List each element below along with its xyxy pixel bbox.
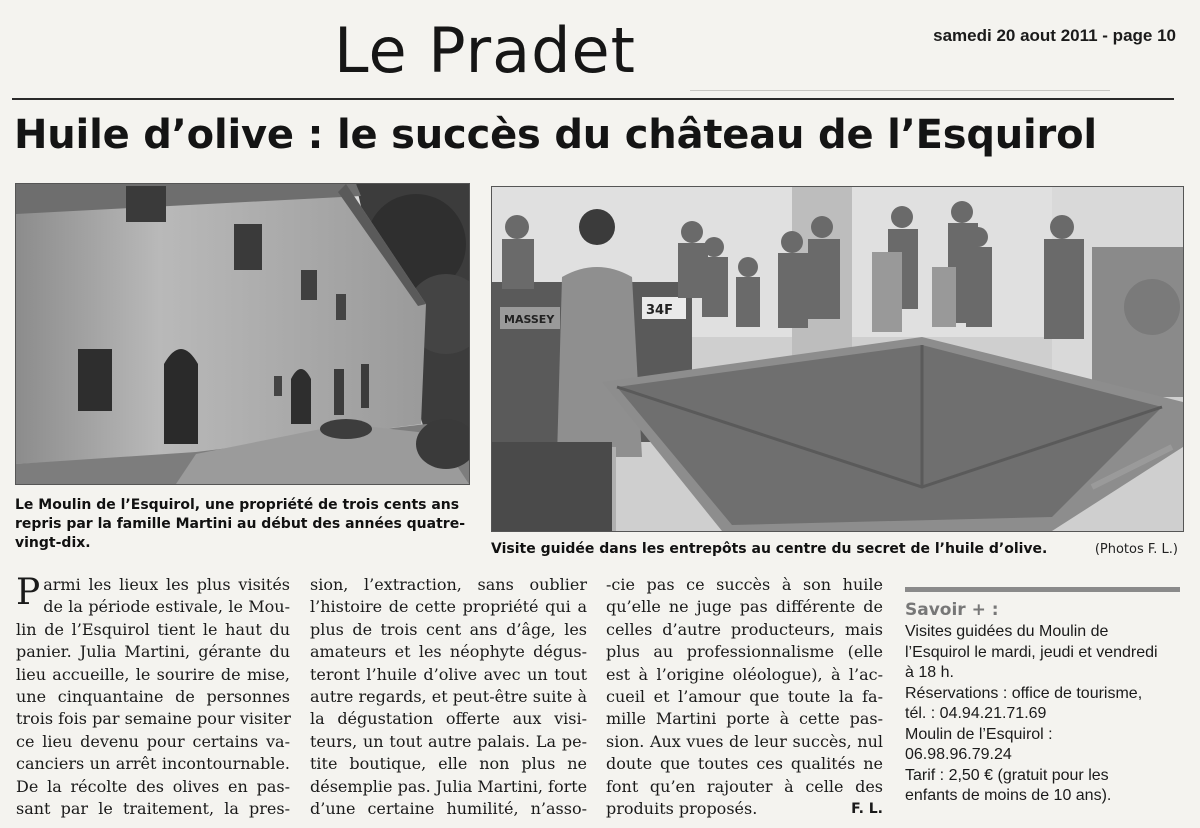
text-line: teront l’huile d’olive avec un tout	[310, 664, 587, 684]
caption-line: repris par la famille Martini au début des années quatre-	[15, 516, 466, 532]
text-line: panier. Julia Martini, gérante du	[16, 642, 290, 662]
text-line: celles d’autre producteurs, mais	[606, 619, 883, 639]
savoir-box-rule	[905, 587, 1180, 592]
author-signature: F. L.	[851, 801, 883, 818]
text-line: teurs, un tout autre palais. La pe-	[310, 731, 587, 751]
info-line: l’Esquirol le mardi, jeudi et vendredi	[905, 643, 1158, 661]
article-headline: Huile d’olive : le succès du château de l’Esquirol	[14, 112, 1097, 158]
savoir-title: Savoir + :	[905, 600, 999, 620]
photo-credit: (Photos F. L.)	[1094, 542, 1178, 557]
caption-line: Le Moulin de l’Esquirol, une propriété de trois cents ans	[15, 497, 460, 513]
text-line: sion, l’extraction, sans oublier	[310, 575, 587, 594]
info-line: Tarif : 2,50 € (gratuit pour les	[905, 766, 1109, 784]
text-line: cueil et l’amour que toute la fa-	[606, 687, 883, 707]
text-line: ce lieu devenu pour certains va-	[16, 731, 290, 751]
divider	[690, 90, 1110, 91]
text-line: d’une certaine humilité, n’asso-	[310, 799, 587, 819]
text-line: l’histoire de cette propriété qui a	[310, 597, 587, 617]
article-column-2	[310, 574, 587, 820]
photo-moulin-building	[15, 183, 470, 485]
text-line: autre regards, et peut-être suite à	[310, 687, 587, 707]
date-page-line: samedi 20 aout 2011 - page 10	[933, 26, 1176, 45]
text-line: canciers un arrêt incontournable.	[16, 754, 290, 774]
text-line: De la récolte des olives en pas-	[16, 776, 290, 796]
text-line: sion. Aux vues de leur succès, nul	[606, 731, 883, 751]
machine-label-massey: MASSEY	[504, 313, 555, 326]
text-line: lieu accueille, le sourire de mise,	[16, 664, 290, 684]
info-line: à 18 h.	[905, 664, 954, 681]
text-line: de la période estivale, le Mou-	[43, 597, 290, 617]
text-line: désemplie pas. Julia Martini, forte	[310, 776, 588, 796]
text-line: sant par le traitement, la pres-	[16, 799, 290, 819]
text-line: mille Martini porte à cette pas-	[606, 709, 883, 729]
photo-guided-visit	[491, 186, 1184, 532]
info-line: Visites guidées du Moulin de	[905, 623, 1109, 640]
text-line: est à l’origine oléologue), à l’ac-	[606, 664, 883, 684]
text-line: armi les lieux les plus visités	[43, 575, 290, 594]
text-line: lin de l’Esquirol tient le haut du	[16, 619, 290, 639]
section-title: Le Pradet	[334, 14, 636, 87]
caption-line: vingt-dix.	[15, 535, 91, 551]
photo2-caption: Visite guidée dans les entrepôts au centre du secret de l’huile d’olive.	[491, 541, 1048, 557]
info-line: Moulin de l’Esquirol :	[905, 725, 1053, 743]
text-line: amateurs et les néophyte dégus-	[310, 642, 587, 662]
machine-label-34f: 34F	[646, 303, 673, 318]
text-line: qu’elle ne juge pas différente de	[606, 597, 883, 617]
text-line: une cinquantaine de personnes	[16, 687, 290, 707]
text-line: la dégustation offerte aux visi-	[310, 709, 587, 729]
photo1-caption	[15, 496, 475, 553]
text-line: tite boutique, elle non plus ne	[310, 754, 587, 774]
info-line: 06.98.96.79.24	[905, 746, 1012, 763]
text-line: font qu’en rajouter à celle des	[606, 776, 883, 796]
drop-cap: P	[16, 572, 41, 613]
text-line: plus au professionnalisme (elle	[606, 642, 883, 662]
text-line: plus de trois cent ans d’âge, les	[310, 619, 587, 639]
text-line: produits proposés.	[606, 799, 758, 819]
info-line: enfants de moins de 10 ans).	[905, 787, 1112, 804]
text-line: trois fois par semaine pour visiter	[16, 709, 291, 729]
article-column-3	[606, 574, 883, 820]
info-line: Réservations : office de tourisme,	[905, 684, 1143, 702]
article-column-1	[16, 574, 290, 820]
text-line: doute que toutes ces qualités ne	[606, 754, 883, 774]
savoir-text	[905, 622, 1185, 807]
text-line: -cie pas ce succès à son huile	[606, 575, 883, 594]
text-line-last	[606, 798, 883, 820]
info-line: tél. : 04.94.21.71.69	[905, 705, 1047, 722]
header-rule	[12, 98, 1174, 100]
